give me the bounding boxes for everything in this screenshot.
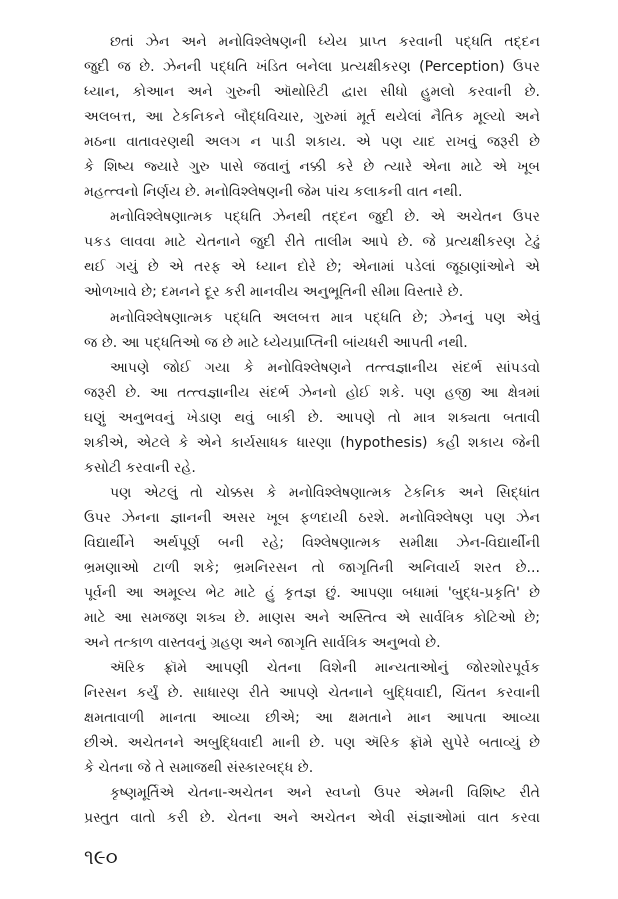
paragraph-4 — [84, 356, 540, 481]
text-line: કે શિષ્ય જ્યારે ગુરુ પાસે જવાનું નક્કી કરે છે ત્યારે એના માટે એ ખૂબ — [84, 159, 540, 176]
text-line: જરૂરી છે. આ તત્ત્વજ્ઞાનીય સંદર્ભ ઝેનનો હોઈ શકે. પણ હજી આ ક્ષેત્રમાં — [84, 384, 540, 401]
text-line: જ છે. આ પદ્ધતિઓ જ છે માટે ધ્યેયપ્રાપ્તિની બાંયધરી આપતી નથી. — [84, 334, 468, 351]
text-line: આપણે જોઈ ગયા કે મનોવિશ્લેષણને તત્ત્વજ્ઞાનીય સંદર્ભ સાંપડવો — [110, 359, 540, 376]
text-line: પકડ લાવવા માટે ચેતનાને જુદી રીતે તાલીમ આપે છે. જે પ્રત્યક્ષીકરણ ટેઢું — [84, 234, 540, 251]
paragraph-7 — [84, 781, 540, 831]
text-line: માટે આ સમજણ શક્ય છે. માણસ અને અસ્તિત્વ એ સાર્વત્રિક કોટિઓ છે; — [84, 610, 540, 627]
text-line: ભ્રમણાઓ ટાળી શકે; ભ્રમનિરસન તો જાગૃતિની અનિવાર્ય શરત છે... — [84, 559, 540, 576]
paragraph-1 — [84, 30, 540, 205]
text-line: મહત્ત્વનો નિર્ણય છે. મનોવિશ્લેષણની જેમ પાંચ કલાકની વાત નથી. — [84, 184, 463, 201]
text-line: મનોવિશ્લેષણાત્મક પદ્ધતિ ઝેનથી તદ્દન જુદી છે. એ અચેતન ઉપર — [110, 209, 540, 226]
text-line: ઉપર ઝેનના જ્ઞાનની અસર ખૂબ ફળદાયી ઠરશે. મનોવિશ્લેષણ પણ ઝેન — [84, 509, 540, 526]
text-line: થઈ ગયું છે એ તરફ એ ધ્યાન દોરે છે; એનામાં પડેલાં જૂઠાણાંઓને એ — [84, 259, 540, 276]
paragraph-6 — [84, 656, 540, 781]
text-line: ઓળખાવે છે; દમનને દૂર કરી માનવીય અનુભૂતિની સીમા વિસ્તારે છે. — [84, 284, 464, 301]
text-line: ઍરિક ફ્રૉમે આપણી ચેતના વિશેની માન્યતાઓનું જોરશોરપૂર્વક — [110, 660, 540, 677]
text-line: નિરસન કર્યું છે. સાધારણ રીતે આપણે ચેતનાને બુદ્ધિવાદી, ચિંતન કરવાની — [84, 685, 540, 702]
text-line: ઘણું અનુભવનું ખેડાણ થવું બાકી છે. આપણે તો માત્ર શક્યતા બતાવી — [84, 409, 540, 426]
text-line: કે ચેતના જે તે સમાજથી સંસ્કારબદ્ધ છે. — [84, 760, 314, 777]
text-line: શકીએ, એટલે કે એને કાર્યસાધક ધારણા (hypothesis) કહી શકાય જેની — [84, 434, 540, 451]
text-line: વિદ્યાર્થીને અર્થપૂર્ણ બની રહે; વિશ્લેષણાત્મક સમીક્ષા ઝેન-વિદ્યાર્થીની — [84, 534, 540, 551]
text-line: છતાં ઝેન અને મનોવિશ્લેષણની ધ્યેય પ્રાપ્ત કરવાની પદ્ધતિ તદ્દન — [110, 34, 540, 50]
text-line: પૂર્વની આ અમૂલ્ય ભેટ માટે હું કૃતજ્ઞ છું. આપણા બધામાં 'બુદ્ધ-પ્રકૃતિ' છે — [84, 585, 540, 602]
text-line: મનોવિશ્લેષણાત્મક પદ્ધતિ અલબત્ત માત્ર પદ્ધતિ છે; ઝેનનું પણ એવું — [110, 309, 540, 326]
text-line: ધ્યાન, કોઆન અને ગુરુની ઑથોરિટી દ્વારા સીધો હુમલો કરવાની છે. — [84, 84, 540, 101]
paragraph-5 — [84, 481, 540, 656]
text-line: જુદી જ છે. ઝેનની પદ્ધતિ ખંડિત બનેલા પ્રત્યક્ષીકરણ (Perception) ઉપર — [84, 59, 540, 76]
paragraph-2 — [84, 205, 540, 305]
text-line: અલબત્ત, આ ટેકનિકને બૌદ્ધવિચાર, ગુરુમાં મૂર્ત થયેલાં નૈતિક મૂલ્યો અને — [84, 109, 540, 126]
text-line: પ્રસ્તુત વાતો કરી છે. ચેતના અને અચેતન એવી સંજ્ઞાઓમાં વાત કરવા — [84, 810, 540, 827]
text-line: ક્ષમતાવાળી માનતા આવ્યા છીએ; આ ક્ષમતાને માન આપતા આવ્યા — [84, 710, 540, 727]
text-line: પણ એટલું તો ચોક્કસ કે મનોવિશ્લેષણાત્મક ટેકનિક અને સિદ્ધાંત — [110, 484, 540, 501]
page-number: ૧૯૦ — [84, 845, 118, 869]
paragraph-3 — [84, 306, 540, 356]
body-text — [84, 30, 540, 832]
text-line: મઠના વાતાવરણથી અલગ ન પાડી શકાય. એ પણ યાદ રાખવું જરૂરી છે — [84, 134, 540, 151]
text-line: કૃષ્ણમૂર્તિએ ચેતના-અચેતન અને સ્વપ્નો ઉપર એમની વિશિષ્ટ રીતે — [110, 785, 540, 802]
text-line: છીએ. અચેતનને અબુદ્ધિવાદી માની છે. પણ ઍરિક ફ્રૉમે સુપેરે બતાવ્યું છે — [84, 735, 540, 752]
text-line: અને તત્કાળ વાસ્તવનું ગ્રહણ અને જાગૃતિ સાર્વત્રિક અનુભવો છે. — [84, 635, 441, 652]
text-line: કસોટી કરવાની રહે. — [84, 459, 196, 476]
